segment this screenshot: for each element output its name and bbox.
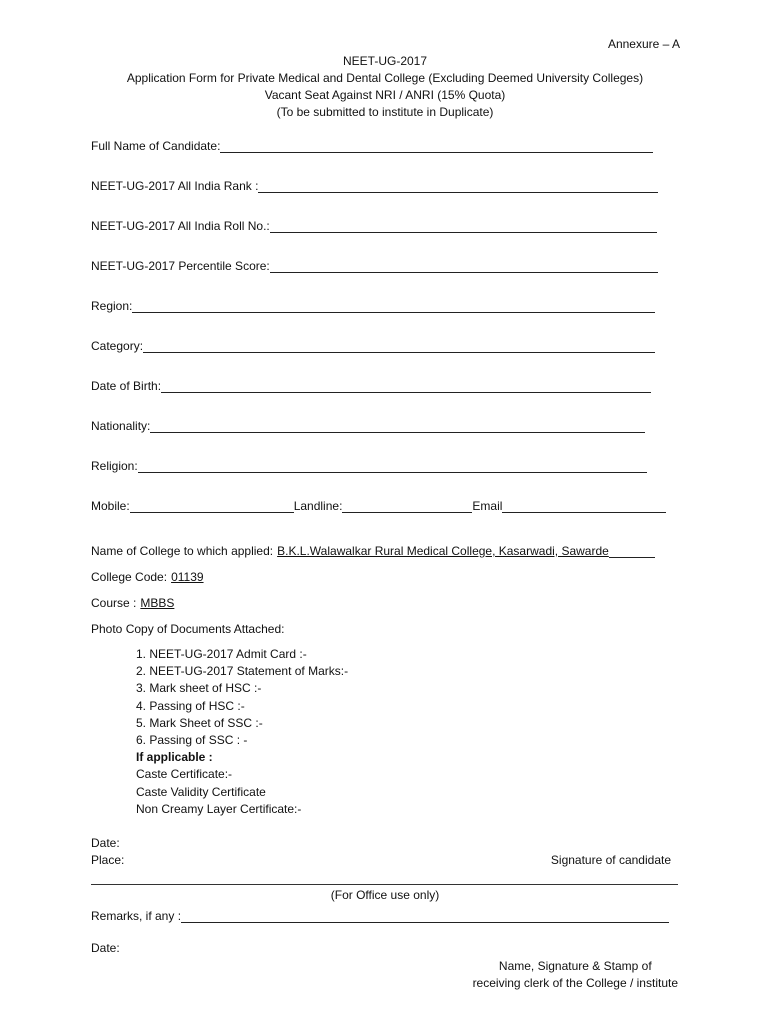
date-label: Date: [91, 836, 120, 850]
religion-field [91, 455, 647, 473]
percentile-label: NEET-UG-2017 Percentile Score: [91, 259, 270, 273]
roll-label: NEET-UG-2017 All India Roll No.: [91, 219, 270, 233]
candidate-signature-label: Signature of candidate [550, 853, 671, 867]
if-applicable-label: If applicable : [136, 750, 213, 765]
title-line-1: NEET-UG-2017 [342, 54, 428, 68]
list-item: 1. NEET-UG-2017 Admit Card :- [136, 647, 307, 661]
clerk-stamp-block [473, 958, 678, 992]
title-line-2: Application Form for Private Medical and Dental College (Excluding Deemed University Colleges) [126, 71, 644, 85]
title-line-3: Vacant Seat Against NRI / ANRI (15% Quota) [264, 88, 506, 102]
region-input-line[interactable] [132, 298, 655, 313]
email-input-line[interactable] [502, 498, 666, 513]
category-input-line[interactable] [143, 338, 655, 353]
place-label: Place: [91, 853, 125, 867]
dob-field [91, 375, 651, 393]
mobile-input-line[interactable] [130, 498, 294, 513]
rank-input-line[interactable] [258, 178, 658, 193]
roll-field [91, 215, 657, 233]
college-name-trailing-line [609, 543, 655, 558]
landline-input-line[interactable] [342, 498, 472, 513]
documents-heading-row [91, 618, 284, 636]
clerk-stamp-line-1: Name, Signature & Stamp of [498, 959, 652, 973]
full-name-label: Full Name of Candidate: [91, 139, 221, 153]
nationality-field [91, 415, 645, 433]
category-field [91, 335, 655, 353]
college-name-label: Name of College to which applied: [91, 544, 274, 558]
course-row [91, 592, 174, 610]
college-name-row [91, 540, 655, 558]
list-item: Caste Validity Certificate [136, 784, 266, 799]
rank-label: NEET-UG-2017 All India Rank : [91, 179, 259, 193]
list-item: 5. Mark Sheet of SSC :- [136, 715, 263, 730]
full-name-field [91, 135, 653, 153]
list-item: 4. Passing of HSC :- [136, 698, 245, 713]
remarks-field [91, 905, 669, 923]
clerk-stamp-line-2: receiving clerk of the College / institute [472, 976, 678, 990]
contact-field [91, 495, 666, 513]
list-item: Non Creamy Layer Certificate:- [136, 801, 302, 816]
remarks-input-line[interactable] [181, 908, 669, 923]
annexure-label: Annexure – A [607, 37, 680, 51]
documents-list [136, 646, 348, 818]
email-label: Email [472, 499, 503, 513]
percentile-field [91, 255, 658, 273]
list-item: 6. Passing of SSC : - [136, 733, 248, 748]
office-use-label: (For Office use only) [330, 888, 440, 902]
roll-input-line[interactable] [270, 218, 657, 233]
religion-label: Religion: [91, 459, 138, 473]
dob-label: Date of Birth: [91, 379, 162, 393]
course-label: Course : [91, 596, 137, 610]
list-item: Caste Certificate:- [136, 767, 233, 782]
college-name-value: B.K.L.Walawalkar Rural Medical College, Kasarwadi, Sawarde [277, 544, 609, 558]
college-code-label: College Code: [91, 570, 168, 584]
nationality-label: Nationality: [91, 419, 151, 433]
college-code-row [91, 566, 204, 584]
list-item: 2. NEET-UG-2017 Statement of Marks:- [136, 664, 349, 679]
mobile-label: Mobile: [91, 499, 130, 513]
landline-label: Landline: [293, 499, 343, 513]
remarks-label: Remarks, if any : [91, 909, 182, 923]
list-item: 3. Mark sheet of HSC :- [136, 681, 262, 696]
rank-field [91, 175, 658, 193]
category-label: Category: [91, 339, 144, 353]
office-divider [91, 884, 678, 885]
documents-heading: Photo Copy of Documents Attached: [91, 622, 285, 636]
college-code-value: 01139 [171, 570, 204, 584]
full-name-input-line[interactable] [220, 138, 653, 153]
course-value: MBBS [140, 596, 175, 610]
dob-input-line[interactable] [161, 378, 651, 393]
religion-input-line[interactable] [138, 458, 647, 473]
office-date-label: Date: [91, 941, 120, 955]
nationality-input-line[interactable] [150, 418, 645, 433]
percentile-input-line[interactable] [270, 258, 658, 273]
region-field [91, 295, 655, 313]
region-label: Region: [91, 299, 133, 313]
title-line-4: (To be submitted to institute in Duplicate) [276, 105, 494, 119]
form-title-block [0, 53, 770, 121]
